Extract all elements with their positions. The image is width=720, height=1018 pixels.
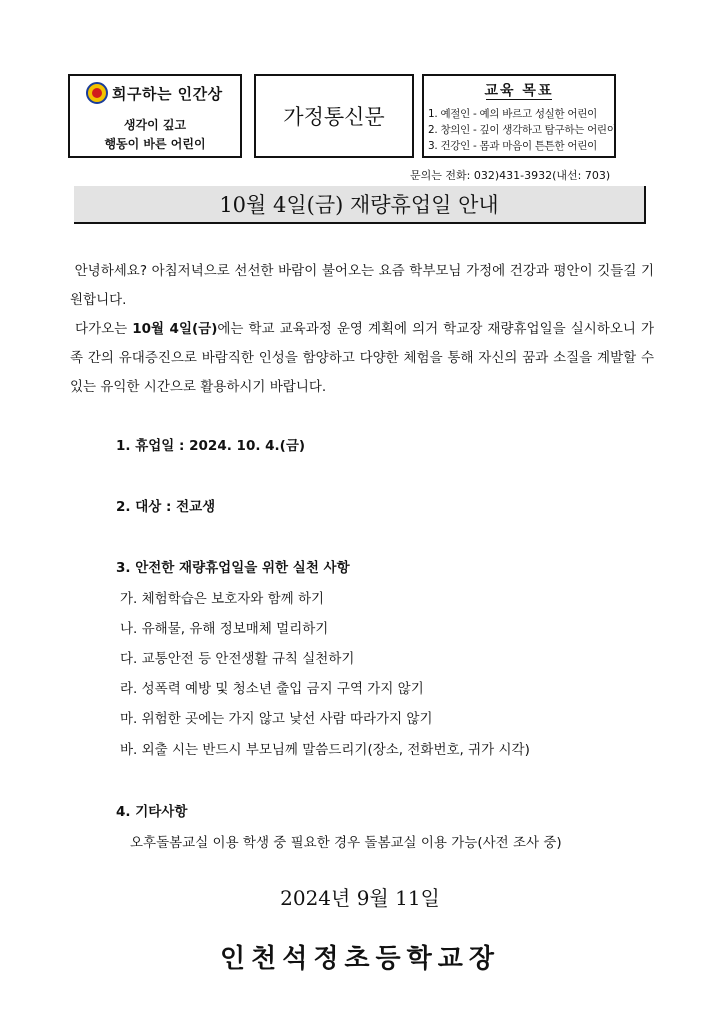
- ideal-person-title: 희구하는 인간상: [112, 84, 223, 103]
- item-holiday: 1. 휴업일 : 2024. 10. 4.(금): [116, 438, 306, 454]
- safety-item-1: 가. 체험학습은 보호자와 함께 하기: [120, 591, 325, 607]
- ideal-person-box: [68, 74, 242, 158]
- goal-item-2: 2. 창의인 - 깊이 생각하고 탐구하는 어린이: [428, 124, 617, 136]
- intro-paragraph-2: [70, 315, 654, 402]
- newsletter-title: 가정통신문: [283, 105, 385, 129]
- intro-date-bold: 10월 4일(금): [132, 321, 218, 337]
- school-emblem-icon: [86, 82, 108, 104]
- intro-text-2-pre: 다가오는: [75, 321, 133, 337]
- contact-info: 문의는 전화: 032)431-3932(내선: 703): [410, 169, 611, 182]
- goal-item-1: 1. 예절인 - 예의 바르고 성실한 어린이: [428, 108, 597, 120]
- safety-item-4: 라. 성폭력 예방 및 청소년 출입 금지 구역 가지 않기: [120, 681, 424, 697]
- safety-item-2: 나. 유해물, 유해 정보매체 멀리하기: [120, 621, 329, 637]
- safety-item-6: 바. 외출 시는 반드시 부모님께 말씀드리기(장소, 전화번호, 귀가 시각): [120, 742, 530, 758]
- issue-date: 2024년 9월 11일: [280, 886, 440, 910]
- intro-text-1: 안녕하세요? 아침저녁으로 선선한 바람이 불어오는 요즘 학부모님 가정에 건강과 평안이 깃들길 기원합니다.: [70, 263, 654, 308]
- item-etc-title: 4. 기타사항: [116, 804, 188, 820]
- principal-signature: 인천석정초등학교장: [219, 944, 501, 974]
- item-safety-title: 3. 안전한 재량휴업일을 위한 실천 사항: [116, 560, 350, 576]
- ideal-person-line-1: 생각이 깊고: [123, 118, 187, 132]
- item-target: 2. 대상 : 전교생: [116, 499, 216, 515]
- goal-item-3: 3. 건강인 - 몸과 마음이 튼튼한 어린이: [428, 140, 597, 152]
- education-goals-title: 교육 목표: [484, 83, 554, 99]
- safety-item-3: 다. 교통안전 등 안전생활 규칙 실천하기: [120, 651, 355, 667]
- newsletter-box: [254, 74, 414, 158]
- notice-title-bar: [74, 186, 646, 224]
- intro-paragraph-1: [70, 257, 654, 315]
- safety-item-5: 마. 위험한 곳에는 가지 않고 낯선 사람 따라가지 않기: [120, 711, 433, 727]
- education-goals-box: [422, 74, 616, 158]
- education-goals-underline: [486, 99, 552, 100]
- intro-text-2-post: 에는 학교 교육과정 운영 계획에 의거 학교장 재량휴업일을 실시하오니 가족 간의 유대증진으로 바람직한 인성을 함양하고 다양한 체험을 통해 자신의 꿈과 소질을 계발할 수 있는 유익한 시간으로 활용하시기 바랍니다.: [70, 321, 654, 395]
- ideal-person-line-2: 행동이 바른 어린이: [104, 137, 206, 151]
- item-etc-body: 오후돌봄교실 이용 학생 중 필요한 경우 돌봄교실 이용 가능(사전 조사 중): [130, 835, 562, 851]
- ideal-person-heading: [86, 82, 223, 104]
- notice-title: 10월 4일(금) 재량휴업일 안내: [219, 193, 499, 217]
